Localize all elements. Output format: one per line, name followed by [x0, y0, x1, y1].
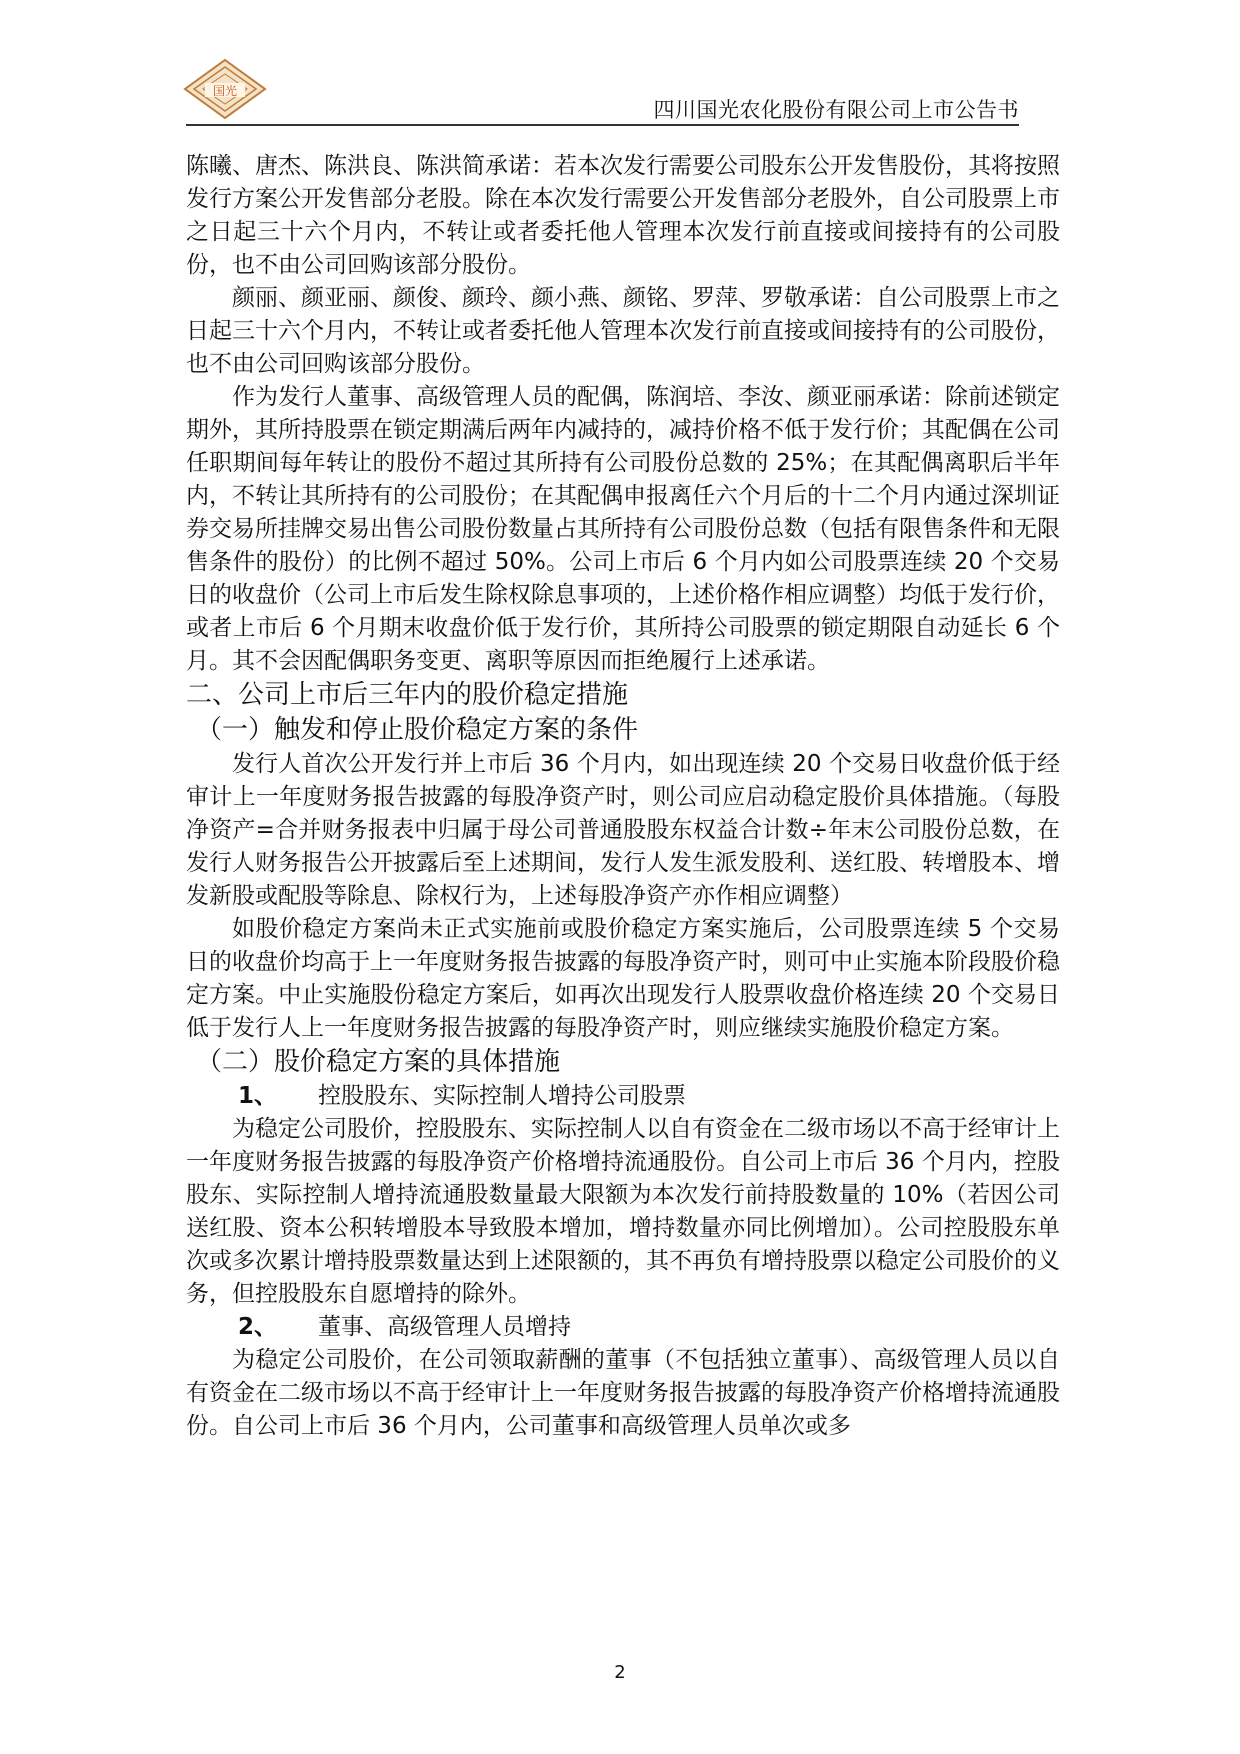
measure-number-1: 1、: [238, 1083, 278, 1109]
header-divider: [186, 124, 1019, 126]
measure-heading-2: [186, 1311, 1060, 1344]
subsection-heading-measures: （二）股价稳定方案的具体措施: [196, 1047, 561, 1077]
paragraph-director-increase: 为稳定公司股价，在公司领取薪酬的董事（不包括独立董事）、高级管理人员以自有资金在二级市场以不高于经审计上一年度财务报告披露的每股净资产价格增持流通股份。自公司上市后 36 个月内，公司董事和高级管理人员单次或多: [186, 1347, 1060, 1439]
logo-text: 国光: [212, 84, 238, 98]
measure-heading-1: [186, 1080, 1060, 1113]
paragraph-commitment-chen: 陈曦、唐杰、陈洪良、陈洪简承诺：若本次发行需要公司股东公开发售股份，其将按照发行方案公开发售部分老股。除在本次发行需要公开发售部分老股外，自公司股票上市之日起三十六个月内，不转让或者委托他人管理本次发行前直接或间接持有的公司股份，也不由公司回购该部分股份。: [186, 153, 1060, 278]
measure-title-2: 董事、高级管理人员增持: [318, 1314, 571, 1340]
header-title: 四川国光农化股份有限公司上市公告书: [653, 98, 1019, 122]
company-logo: [183, 58, 267, 120]
paragraph-stop-conditions: 如股价稳定方案尚未正式实施前或股价稳定方案实施后，公司股票连续 5 个交易日的收盘价均高于上一年度财务报告披露的每股净资产时，则可中止实施本阶段股价稳定方案。中止实施股份稳定方案后，如再次出现发行人股票收盘价格连续 20 个交易日低于发行人上一年度财务报告披露的每股净资产时，则应继续实施股价稳定方案。: [186, 916, 1060, 1041]
section-heading: 二、公司上市后三年内的股价稳定措施: [186, 680, 629, 710]
page-number: 2: [614, 1662, 626, 1683]
measure-title-1: 控股股东、实际控制人增持公司股票: [318, 1083, 686, 1109]
subsection-heading-conditions: （一）触发和停止股价稳定方案的条件: [196, 715, 639, 745]
measure-number-2: 2、: [238, 1314, 278, 1340]
paragraph-commitment-yan: 颜丽、颜亚丽、颜俊、颜玲、颜小燕、颜铭、罗萍、罗敬承诺：自公司股票上市之日起三十六个月内，不转让或者委托他人管理本次发行前直接或间接持有的公司股份，也不由公司回购该部分股份。: [186, 285, 1060, 377]
paragraph-commitment-spouses: 作为发行人董事、高级管理人员的配偶，陈润培、李汝、颜亚丽承诺：除前述锁定期外，其所持股票在锁定期满后两年内减持的，减持价格不低于发行价；其配偶在公司任职期间每年转让的股份不超过其所持有公司股份总数的 25%；在其配偶离职后半年内，不转让其所持有的公司股份；在其配偶申报离任六个月后的十二个月内通过深圳证券交易所挂牌交易出售公司股份数量占其所持有公司股份总数（包括有限售条件和无限售条件的股份）的比例不超过 50%。公司上市后 6 个月内如公司股票连续 20 个交易日的收盘价（公司上市后发生除权除息事项的，上述价格作相应调整）均低于发行价，或者上市后 6 个月期末收盘价低于发行价，其所持公司股票的锁定期限自动延长 6 个月。其不会因配偶职务变更、离职等原因而拒绝履行上述承诺。: [186, 384, 1060, 674]
paragraph-shareholder-increase: 为稳定公司股价，控股股东、实际控制人以自有资金在二级市场以不高于经审计上一年度财务报告披露的每股净资产价格增持流通股份。自公司上市后 36 个月内，控股股东、实际控制人增持流通股数量最大限额为本次发行前持股数量的 10%（若因公司送红股、资本公积转增股本导致股本增加，增持数量亦同比例增加）。公司控股股东单次或多次累计增持股票数量达到上述限额的，其不再负有增持股票以稳定公司股价的义务，但控股股东自愿增持的除外。: [186, 1116, 1060, 1307]
document-body: [186, 150, 1060, 1443]
paragraph-trigger-conditions: 发行人首次公开发行并上市后 36 个月内，如出现连续 20 个交易日收盘价低于经审计上一年度财务报告披露的每股净资产时，则公司应启动稳定股价具体措施。（每股净资产=合并财务报表中归属于母公司普通股股东权益合计数÷年末公司股份总数，在发行人财务报告公开披露后至上述期间，发行人发生派发股利、送红股、转增股本、增发新股或配股等除息、除权行为，上述每股净资产亦作相应调整）: [186, 751, 1060, 909]
